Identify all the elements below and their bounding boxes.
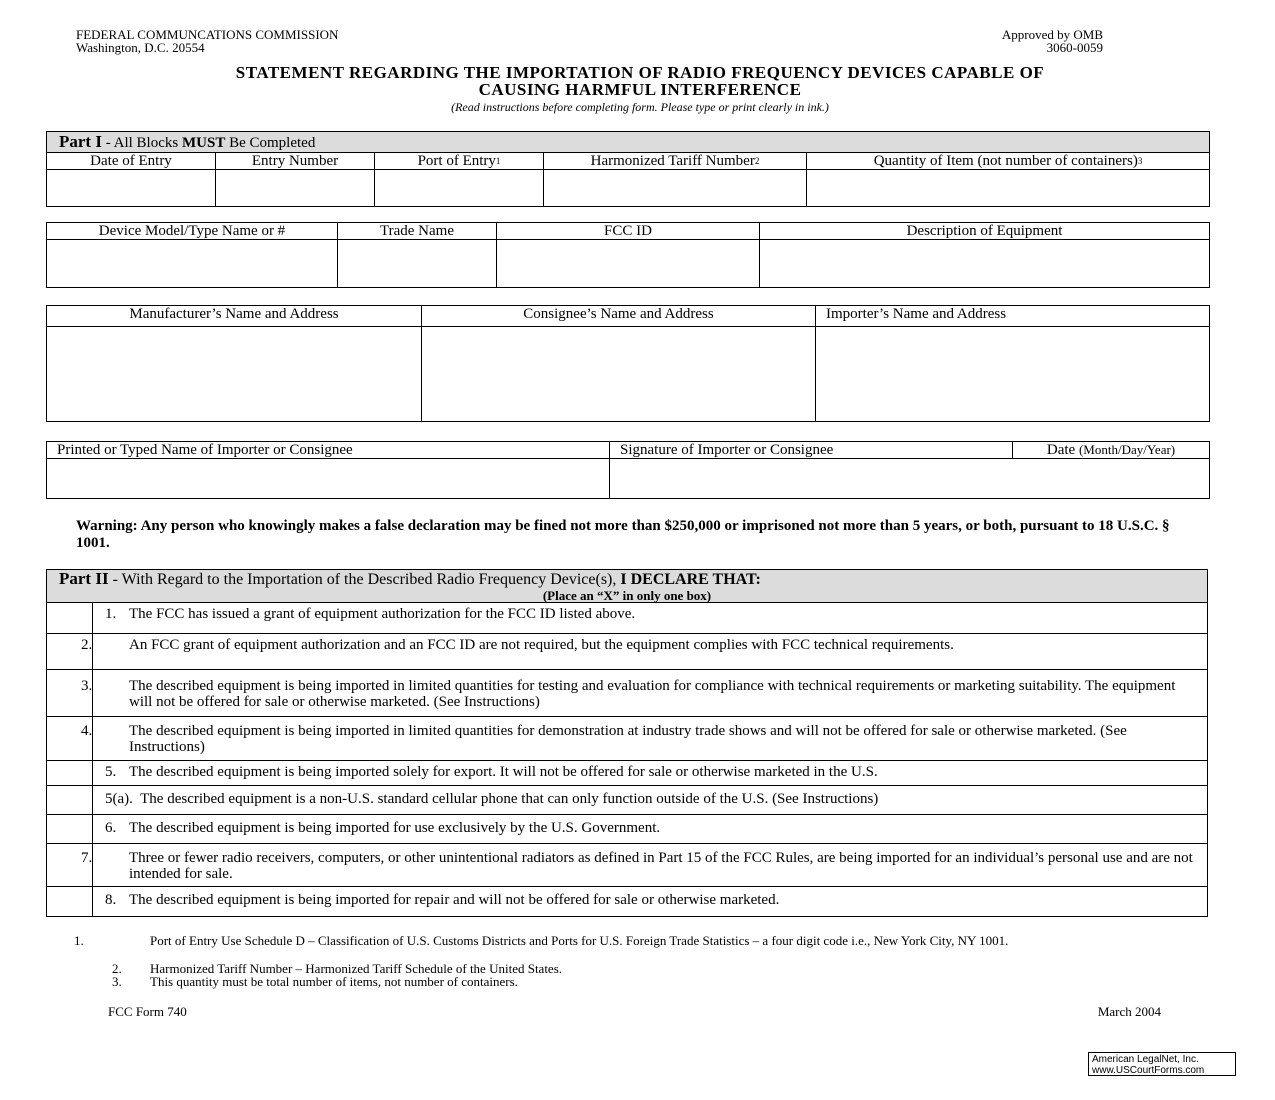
fcc-id-header: FCC ID [497,223,760,240]
part1-label: Part I [59,131,102,151]
manufacturer-header: Manufacturer’s Name and Address [47,306,422,327]
option-6: 6. The described equipment is being imported for use exclusively by the U.S. Government. [93,815,1208,844]
quantity-field[interactable] [807,170,1210,207]
printed-name-header: Printed or Typed Name of Importer or Consignee [47,442,610,459]
form-date: March 2004 [1097,1004,1161,1019]
option-5a-checkbox[interactable] [47,786,93,815]
tariff-number-field[interactable] [544,170,807,207]
device-model-header: Device Model/Type Name or # [47,223,338,240]
form-number: FCC Form 740 [108,1004,187,1019]
entry-number-field[interactable] [216,170,375,207]
part2-instruction: (Place an “X” in only one box) [542,588,712,603]
publisher-stamp: American LegalNet, Inc. www.USCourtForms.com [1088,1052,1236,1076]
consignee-field[interactable] [422,327,816,422]
part1-heading: Part I - All Blocks MUST Be Completed [47,132,1210,153]
option-4: 4. The described equipment is being imported in limited quantities for demonstration at industry trade shows and will not be offered for sale or otherwise marketed. (See Instructions) [93,717,1208,761]
description-field[interactable] [760,240,1210,288]
trade-name-header: Trade Name [338,223,497,240]
option-2: 2. An FCC grant of equipment authorization and an FCC ID are not required, but the equipment complies with FCC technical requirements. [93,634,1208,670]
date-header: Date (Month/Day/Year) [1013,442,1210,459]
fcc-id-field[interactable] [497,240,760,288]
device-model-field[interactable] [47,240,338,288]
signature-header: Signature of Importer or Consignee [610,442,1013,459]
tariff-number-header: Harmonized Tariff Number$^2$ [544,153,807,170]
importer-field[interactable] [816,327,1210,422]
footnote-2: 2. Harmonized Tariff Number – Harmonized Tariff Schedule of the United States. [112,961,563,976]
option-3: 3. The described equipment is being imported in limited quantities for testing and evaluation for compliance with technical requirements or marketing suitability. The equipment will not be offered for sale or otherwise marketed. (See Instructions) [93,670,1208,717]
part1-entry-table [46,131,1210,207]
trade-name-field[interactable] [338,240,497,288]
part2-table [46,569,1208,917]
footnote-3: 3. This quantity must be total number of items, not number of containers. [112,974,518,989]
option-5-checkbox[interactable] [47,761,93,786]
description-header: Description of Equipment [760,223,1210,240]
option-5a: 5(a). The described equipment is a non-U.S. standard cellular phone that can only function outside of the U.S. (See Instructions) [93,786,1208,815]
agency-address: Washington, D.C. 20554 [76,40,205,55]
printed-name-field[interactable] [47,459,610,499]
port-of-entry-field[interactable] [375,170,544,207]
option-8: 8. The described equipment is being imported for repair and will not be offered for sale or otherwise marketed. [93,887,1208,917]
agency-block [76,28,338,54]
consignee-header: Consignee’s Name and Address [422,306,816,327]
option-1-checkbox[interactable] [47,603,93,634]
port-of-entry-header: Port of Entry$^1$ [375,153,544,170]
omb-approval: Approved by OMB [1001,27,1103,42]
date-of-entry-field[interactable] [47,170,216,207]
date-of-entry-header: Date of Entry [47,153,216,170]
agency-name: FEDERAL COMMUNCATIONS COMMISSION [76,27,339,42]
option-5: 5. The described equipment is being imported solely for export. It will not be offered for sale or otherwise marketed in the U.S. [93,761,1208,786]
option-6-checkbox[interactable] [47,815,93,844]
signature-table [46,441,1210,499]
omb-number: 3060-0059 [1046,40,1103,55]
entry-number-header: Entry Number [216,153,375,170]
quantity-header: Quantity of Item (not number of containers)$^3$ [807,153,1210,170]
importer-header: Importer’s Name and Address [816,306,1210,327]
device-table [46,222,1210,288]
omb-block [940,28,1103,54]
footnote-1: 1. Port of Entry Use Schedule D – Classification of U.S. Customs Districts and Ports for U.S. Foreign Trade Statistics – a four digit code i.e., New York City, NY 1001. [74,933,1009,948]
false-declaration-warning: Warning: Any person who knowingly makes a false declaration may be fined not more than $250,000 or imprisoned not more than 5 years, or both, pursuant to 18 U.S.C. § 1001. [76,518,1170,551]
manufacturer-field[interactable] [47,327,422,422]
signature-field[interactable] [610,459,1210,499]
address-table [46,305,1210,422]
option-8-checkbox[interactable] [47,887,93,917]
part2-label: Part II [59,569,109,588]
form-title: STATEMENT REGARDING THE IMPORTATION OF RADIO FREQUENCY DEVICES CAPABLE OF CAUSING HARMFUL INTERFERENCE [235,63,1045,99]
form-instructions: (Read instructions before completing form. Please type or print clearly in ink.) [451,100,829,114]
part2-heading: Part II - With Regard to the Importation of the Described Radio Frequency Device(s), I DECLARE THAT: (Place an “X” in only one box) [47,570,1208,603]
option-1: 1. The FCC has issued a grant of equipment authorization for the FCC ID listed above. [93,603,1208,634]
option-7: 7. Three or fewer radio receivers, computers, or other unintentional radiators as defined in Part 15 of the FCC Rules, are being imported for an individual’s personal use and are not intended for sale. [93,844,1208,887]
